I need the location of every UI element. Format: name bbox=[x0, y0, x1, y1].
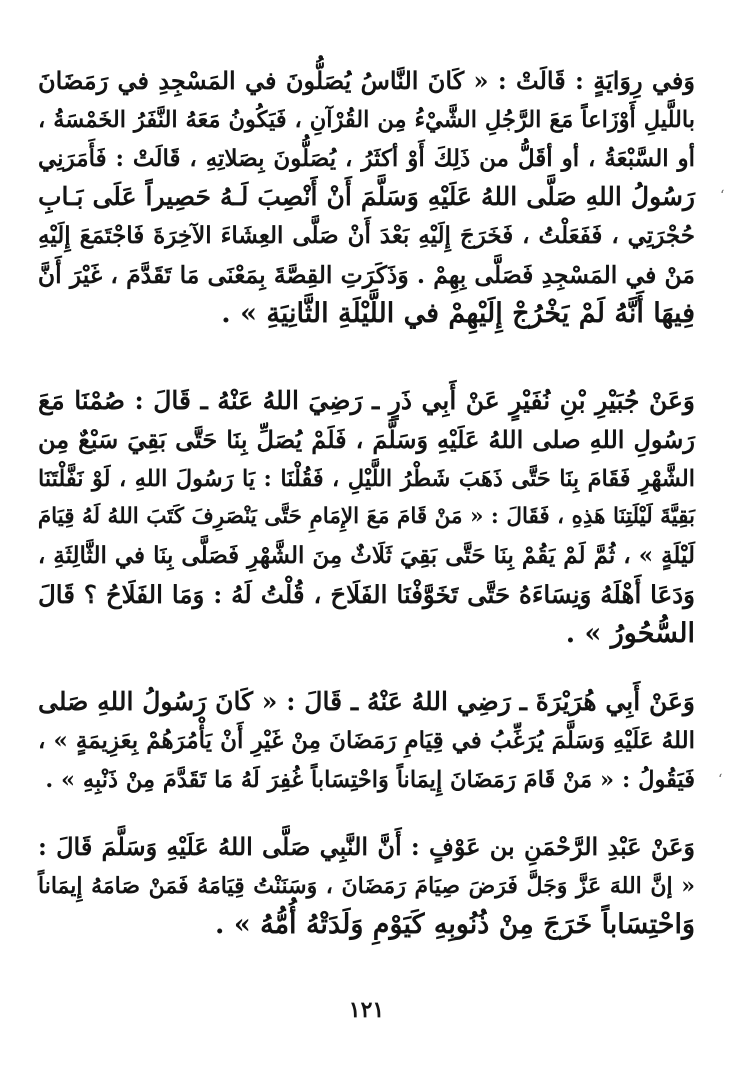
text-line: وَفي رِوَايَةٍ : قَالَتْ : « كَانَ النَّاسُ يُصَلُّونَ في المَسْجِدِ في رَمَضَانَ bbox=[38, 66, 695, 95]
text-line: وَدَعَا أَهْلَهُ وَنِسَاءَهُ حَتَّى تَخَوَّفْنَا الفَلَاحَ ، قُلْتُ لَهُ : وَمَا الفَلَاحُ ؟ قَالَ bbox=[38, 579, 695, 609]
text-line: رَسُولُ اللهِ صَلَّى اللهُ عَلَيْهِ وَسَلَّمَ أَنْ أَنْصِبَ لَـهُ حَصِيراً عَلَى بَـابِ bbox=[38, 182, 695, 212]
text-line: باللَّيلِ أَوْزَاعاً مَعَ الرَّجُلِ الشَّيْءُ مِن القُرْآنِ ، فَيَكُونُ مَعَهُ النَّفَرُ الخَمْسَةُ ، bbox=[38, 106, 695, 133]
text-line: السُّحُورُ » . bbox=[565, 617, 695, 649]
paragraph-abu-dharr-narration bbox=[38, 382, 695, 654]
text-line: لَيْلَةٍ » ، ثُمَّ لَمْ يَقُمْ بِنَا حَتَّى بَقِيَ ثَلَاثٌ مِنَ الشَّهْرِ فَصَلَّى بِنَا في الثَّالِثَةِ ، bbox=[37, 542, 695, 570]
text-line: الشَّهْرِ فَقَامَ بِنَا حَتَّى ذَهَبَ شَطْرُ اللَّيْلِ ، فَقُلْنَا : يَا رَسُولَ اللهِ ، لَوْ نَفَّلْتَنَا bbox=[38, 465, 695, 492]
text-line: فَيَقُولُ : « مَنْ قَامَ رَمَضَانَ إِيمَاناً وَاحْتِسَاباً غُفِرَ لَهُ مَا تَقَدَّمَ مِنْ ذَنْبِهِ » . bbox=[45, 766, 695, 793]
text-line: وَاحْتِسَاباً خَرَجَ مِنْ ذُنُوبِهِ كَيَوْمِ وَلَدَتْهُ أُمُّهُ » . bbox=[215, 908, 695, 940]
text-line: رَسُولِ اللهِ صلى اللهُ عَلَيْهِ وَسَلَّمَ ، فَلَمْ يُصَلِّ بِنَا حَتَّى بَقِيَ سَبْعٌ مِن bbox=[38, 424, 695, 454]
margin-mark: ʻ bbox=[718, 772, 723, 788]
text-line: حُجْرَتِي ، فَفَعَلْتُ ، فَخَرَجَ إِلَيْهِ بَعْدَ أَنْ صَلَّى العِشَاءَ الآخِرَةَ فَاجْتَمَعَ إِلَيْهِ bbox=[38, 222, 695, 250]
paragraph-aisha-narration bbox=[38, 62, 695, 334]
text-line: وَعَنْ عَبْدِ الرَّحْمَنِ بن عَوْفٍ : أَنَّ النَّبِي صَلَّى اللهُ عَلَيْهِ وَسَلَّمَ قَالَ : bbox=[38, 832, 695, 861]
text-line: مَنْ في المَسْجِدِ فَصَلَّى بِهِمْ . وَذَكَرَتِ القِصَّةَ بِمَعْنَى مَا تَقَدَّمَ ، غَيْرَ أَنَّ bbox=[37, 260, 695, 289]
paragraph-abd-al-rahman-narration bbox=[38, 828, 695, 944]
page-number: ١٢١ bbox=[348, 997, 385, 1023]
paragraph-abu-hurayrah-narration bbox=[38, 683, 695, 799]
text-line: « إنَّ اللهَ عَزَّ وَجَلَّ فَرَضَ صِيَامَ رَمَضَانَ ، وَسَنَنْتُ قِيَامَهُ فَمَنْ صَامَهُ إِيمَاناً bbox=[38, 872, 695, 899]
text-line: اللهُ عَلَيْهِ وَسَلَّمَ يُرَغِّبُ في قِيَامِ رَمَضَانَ مِنْ غَيْرِ أَنْ يَأْمُرَهُمْ بِعَزِيمَةٍ » ، bbox=[38, 726, 695, 754]
text-line: فِيهَا أَنَّهُ لَمْ يَخْرُجْ إِلَيْهِمْ في اللَّيْلَةِ الثَّانِيَةِ » . bbox=[221, 297, 695, 329]
text-line: وَعَنْ جُبَيْرِ بْنِ نُفَيْرٍ عَنْ أَبِي ذَرٍ ـ رَضِيَ اللهُ عَنْهُ ـ قَالَ : صُمْنَا مَعَ bbox=[38, 386, 695, 415]
text-line: بَقِيَّةَ لَيْلَتِنَا هَذِهِ ، فَقَالَ : « مَنْ قَامَ مَعَ الإِمَامِ حَتَّى يَنْصَرِفَ كَتَبَ اللهُ لَهُ قِيَامَ bbox=[37, 504, 695, 530]
text-line: أو السَّبْعَةُ ، أو أقَلُّ من ذَلِكَ أَوْ أكثَرُ ، يُصَلُّونَ بِصَلاتِهِ ، قَالَتْ : فَأَمَرَنِي bbox=[38, 144, 695, 172]
text-line: وَعَنْ أَبِي هُرَيْرَةَ ـ رَضِي اللهُ عَنْهُ ـ قَالَ : « كَانَ رَسُولُ اللهِ صَلى bbox=[38, 687, 695, 716]
margin-mark: ʻ bbox=[720, 188, 725, 204]
